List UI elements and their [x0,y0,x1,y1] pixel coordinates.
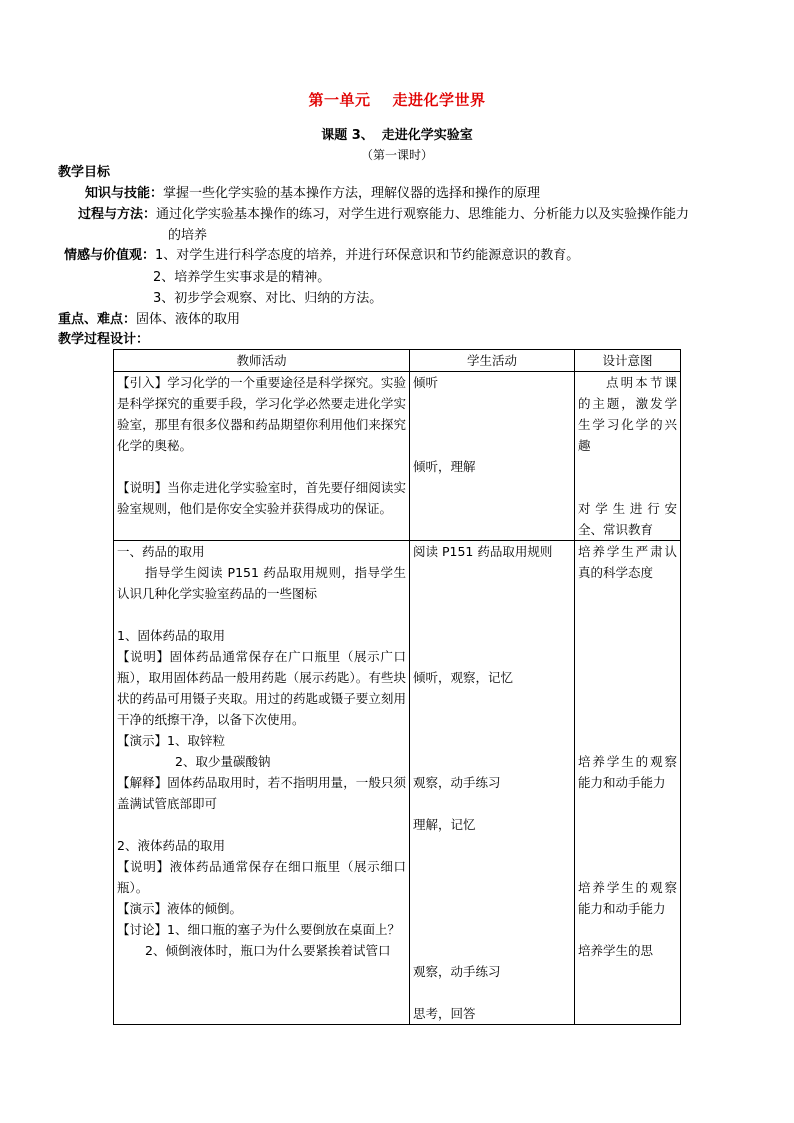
table-header-row [114,350,681,372]
process-heading: 教学过程设计： [58,332,150,347]
student-listen-understand: 倾听，理解 [413,459,476,474]
student-answer: 思考，回答 [413,1006,476,1021]
intro-text: 【引入】学习化学的一个重要途径是科学探究。实验是科学探究的重要手段，学习化学必然要走进化学实验室，那里有很多仪器和药品期望你利用他们来探究化学的奥秘。 [117,375,406,453]
objective-process: 过程与方法：通过化学实验基本操作的练习，对学生进行观察能力、思维能力、分析能力以及实验操作能力 [78,207,690,222]
solid-note: 【说明】固体药品通常保存在广口瓶里（展示广口瓶），取用固体药品一般用药匙（展示药匙）。有些块状的药品可用镊子夹取。用过的药匙或镊子要立刻用干净的纸擦干净，以备下次使用。 [117,649,406,727]
student-cell [410,541,575,1025]
key-points-text: 固体、液体的取用 [136,312,241,327]
demo-2: 2、取少量碳酸钠 [175,754,271,769]
lesson-name: 走进化学实验室 [381,128,473,143]
explain-text: 【说明】当你走进化学实验室时，首先要仔细阅读实验室规则，他们是你安全实验并获得成功的保证。 [117,480,406,516]
table-row [114,372,681,541]
objectives-heading: 教学目标 [58,165,111,180]
section-heading: 一、药品的取用 [117,544,205,559]
process-text-2: 的培养 [168,228,208,243]
intent-safety: 对学生进行安全、常识教育 [578,501,677,537]
teacher-cell [114,372,410,541]
solid-heading: 1、固体药品的取用 [117,628,225,643]
key-points-label: 重点、难点 [58,312,124,327]
key-points: 重点、难点：固体、液体的取用 [58,312,241,327]
student-understand: 理解，记忆 [413,817,476,832]
lesson-plan-table [113,349,681,1025]
process-label: 过程与方法 [78,207,144,222]
header-student: 学生活动 [410,350,575,372]
intent-thinking: 培养学生的思 [578,943,654,958]
intent-topic: 点明本节课的主题，激发学生学习化学的兴趣 [578,375,677,453]
liquid-heading: 2、液体药品的取用 [117,838,225,853]
discuss-1: 【讨论】1、细口瓶的塞子为什么要倒放在桌面上？ [117,922,400,937]
header-teacher: 教师活动 [114,350,410,372]
header-intent: 设计意图 [575,350,681,372]
intent-cell [575,541,681,1025]
lesson-title [0,124,794,143]
student-practice: 观察，动手练习 [413,775,501,790]
lesson-number: 课题 3、 [321,128,374,143]
emotion-label: 情感与价值观 [64,248,143,263]
knowledge-label: 知识与技能 [85,186,151,201]
student-cell [410,372,575,541]
emotion-item-1: 1、对学生进行科学态度的培养，并进行环保意识和节约能源意识的教育。 [155,248,580,263]
liquid-note: 【说明】液体药品通常保存在细口瓶里（展示细口瓶）。 [117,859,406,895]
objective-emotion: 情感与价值观：1、对学生进行科学态度的培养，并进行环保意识和节约能源意识的教育。 [64,248,580,263]
emotion-item-3: 3、初步学会观察、对比、归纳的方法。 [153,291,383,306]
unit-name: 走进化学世界 [392,91,486,109]
emotion-item-2: 2、培养学生实事求是的精神。 [153,270,331,285]
intent-cell [575,372,681,541]
student-listen: 倾听 [413,375,439,390]
process-text-1: 通过化学实验基本操作的练习，对学生进行观察能力、思维能力、分析能力以及实验操作能力 [156,207,690,222]
student-practice-2: 观察，动手练习 [413,964,501,979]
objective-knowledge: 知识与技能：掌握一些化学实验的基本操作方法，理解仪器的选择和操作的原理 [85,186,541,201]
intent-attitude: 培养学生严肃认真的科学态度 [578,544,677,580]
solid-explain: 【解释】固体药品取用时，若不指明用量，一般只须盖满试管底部即可 [117,775,406,811]
discuss-2: 2、倾倒液体时，瓶口为什么要紧挨着试管口 [145,943,391,958]
teacher-cell [114,541,410,1025]
lesson-period: （第一课时） [360,148,433,162]
unit-title [0,89,794,110]
unit-number: 第一单元 [308,91,371,109]
intent-ability-1: 培养学生的观察能力和动手能力 [578,754,677,790]
liquid-demo: 【演示】液体的倾倒。 [117,901,243,916]
student-read: 阅读 P151 药品取用规则 [413,544,553,559]
intent-ability-2: 培养学生的观察能力和动手能力 [578,880,677,916]
guide-text: 指导学生阅读 P151 药品取用规则，指导学生认识几种化学实验室药品的一些图标 [117,565,406,601]
demo-1: 【演示】1、取锌粒 [117,733,225,748]
knowledge-text: 掌握一些化学实验的基本操作方法，理解仪器的选择和操作的原理 [163,186,541,201]
table-row [114,541,681,1025]
student-observe: 倾听，观察，记忆 [413,670,514,685]
